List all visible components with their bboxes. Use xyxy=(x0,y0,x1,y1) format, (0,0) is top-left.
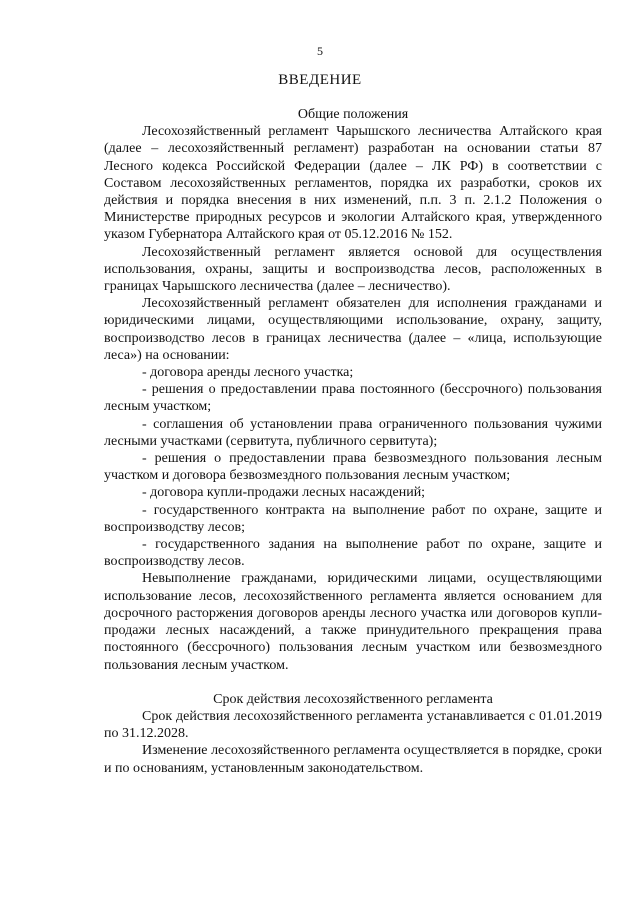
paragraph: Лесохозяйственный регламент Чарышского лесничества Алтайского края (далее – лесохозяйственный регламент) разработан на основании статьи 87 Лесного кодекса Российской Федерации (далее – ЛК РФ) в соответствии с Составом лесохозяйственных регламентов, порядка их разработки, сроков их действия и порядка внесения в них изменений, п.п. 3 п. 2.1.2 Положения о Министерстве природных ресурсов и экологии Алтайского края, утвержденного указом Губернатора Алтайского края от 05.12.2016 № 152. xyxy=(104,124,602,243)
section-heading-general: Общие положения xyxy=(297,107,409,122)
paragraph: Срок действия лесохозяйственного регламента устанавливается с 01.01.2019 по 31.12.2028. xyxy=(104,708,602,742)
list-item: - решения о предоставлении права безвозмездного пользования лесным участком и договора безвозмездного пользования лесным участком; xyxy=(104,451,602,484)
list-item: - договора аренды лесного участка; xyxy=(142,365,354,381)
section-gap xyxy=(104,674,602,691)
list-item: - соглашения об установлении права ограниченного пользования чужими лесными участками (сервитута, публичного сервитута); xyxy=(104,416,602,449)
paragraph: Лесохозяйственный регламент обязателен для исполнения гражданами и юридическими лицами, осуществляющими использование, охрану, защиту, воспроизводство лесов в границах лесничества (далее – «лица, использующие леса») на основании: xyxy=(104,296,602,363)
section-heading-validity: Срок действия лесохозяйственного регламента xyxy=(213,691,493,707)
paragraph: Лесохозяйственный регламент является основой для осуществления использования, охраны, защиты и воспроизводства лесов, расположенных в границах Чарышского лесничества (далее – лесничество). xyxy=(104,244,602,295)
page-title: ВВЕДЕНИЕ xyxy=(278,72,362,88)
page-number: 5 xyxy=(317,44,323,58)
paragraph: Изменение лесохозяйственного регламента осуществляется в порядке, сроки и по основаниям, установленным законодательством. xyxy=(104,743,602,776)
list-item: - договора купли-продажи лесных насаждений; xyxy=(142,485,426,501)
document-body xyxy=(104,106,602,777)
list-item: - решения о предоставлении права постоянного (бессрочного) пользования лесным участком; xyxy=(104,382,602,415)
paragraph: Невыполнение гражданами, юридическими лицами, осуществляющими использование лесов, лесохозяйственного регламента является основанием для досрочного расторжения договоров аренды лесного участка или договоров купли-продажи лесных насаждений, а также принудительного прекращения права постоянного (бессрочного) пользования лесным участком или безвозмездного пользования лесным участком. xyxy=(104,571,602,673)
list-item: - государственного задания на выполнение работ по охране, защите и воспроизводству лесов. xyxy=(104,537,602,570)
list-item: - государственного контракта на выполнение работ по охране, защите и воспроизводству лесов; xyxy=(104,502,602,535)
